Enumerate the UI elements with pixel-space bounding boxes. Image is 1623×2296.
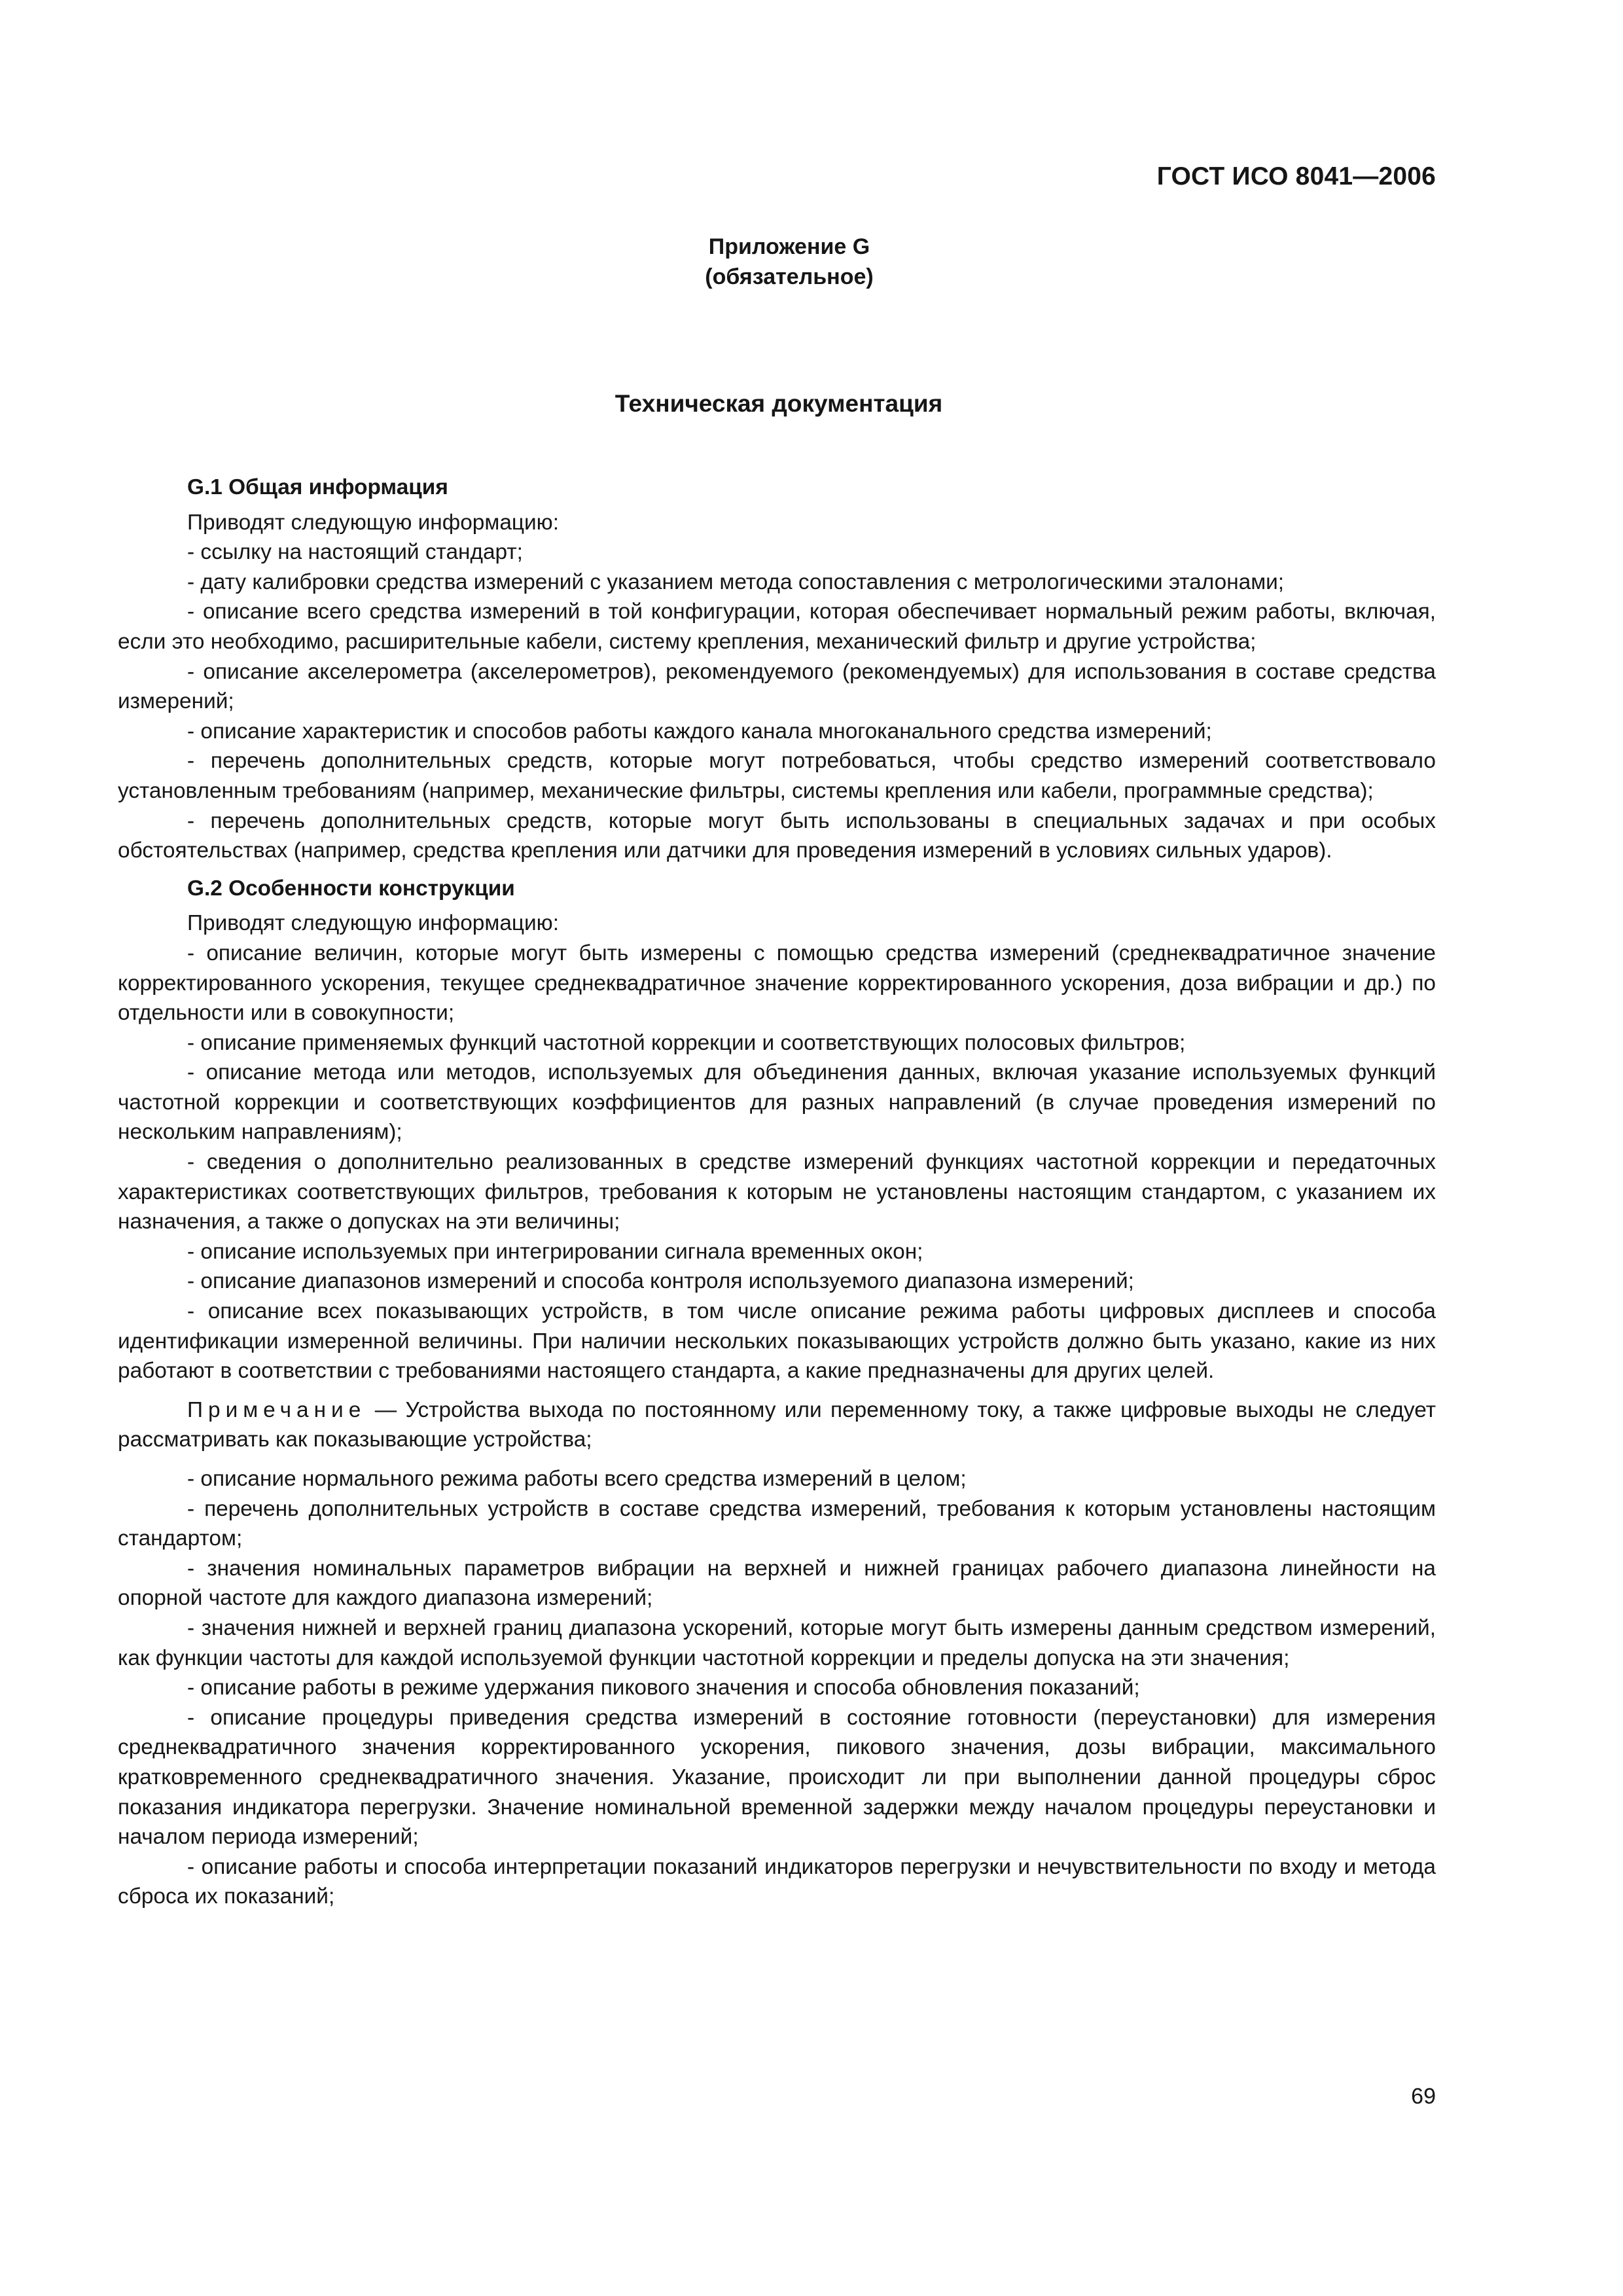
paragraph: - дату калибровки средства измерений с указанием метода сопоставления с метрологическими эталонами; xyxy=(187,569,1285,594)
paragraph: - описание работы и способа интерпретации показаний индикаторов перегрузки и нечувствительности по входу и метода сброса их показаний; xyxy=(118,1854,1436,1909)
note-text: — Устройства выхода по постоянному или переменному току, а также цифровые выходы не следует рассматривать как показывающие устройства; xyxy=(118,1397,1436,1452)
note xyxy=(118,1395,1436,1455)
paragraph: Приводят следующую информацию: xyxy=(187,911,559,936)
paragraph: - описание используемых при интегрировании сигнала временных окон; xyxy=(187,1239,923,1264)
annex-title: Приложение G xyxy=(708,234,870,259)
section-heading-g1: G.1 Общая информация xyxy=(187,475,448,499)
section-g2-paragraphs xyxy=(118,908,1436,1386)
paragraph: - описание величин, которые могут быть измерены с помощью средства измерений (среднеквадратичное значение корректированного ускорения, текущее среднеквадратичное значение корректированного ускорения, доза вибрации и др.) по отдельности или в совокупности; xyxy=(118,941,1436,1026)
paragraph: - описание акселерометра (акселерометров), рекомендуемого (рекомендуемых) для использования в составе средства измерений; xyxy=(118,659,1436,714)
section-heading-g2: G.2 Особенности конструкции xyxy=(187,876,515,901)
paragraph: - перечень дополнительных средств, которые могут потребоваться, чтобы средство измерений соответствовало установленным требованиям (например, механические фильтры, системы крепления или кабели, программные средства); xyxy=(118,749,1436,803)
paragraph: - описание метода или методов, используемых для объединения данных, включая указание используемых функций частотной коррекции и соответствующих коэффициентов для разных направлений (в случае проведения измерений по нескольким направлениям); xyxy=(118,1060,1436,1145)
paragraph: - ссылку на настоящий стандарт; xyxy=(187,540,523,565)
paragraph: - перечень дополнительных средств, которые могут быть использованы в специальных задачах и при особых обстоятельствах (например, средства крепления или датчики для проведения измерений в условиях сильных ударов). xyxy=(118,808,1436,863)
paragraph: - описание характеристик и способов работы каждого канала многоканального средства измерений; xyxy=(187,719,1212,744)
annex-status: (обязательное) xyxy=(705,264,874,289)
paragraph: Приводят следующую информацию: xyxy=(187,510,559,535)
paragraph: - перечень дополнительных устройств в составе средства измерений, требования к которым установлены настоящим стандартом; xyxy=(118,1496,1436,1551)
paragraph: - значения номинальных параметров вибрации на верхней и нижней границах рабочего диапазона линейности на опорной частоте для каждого диапазона измерений; xyxy=(118,1556,1436,1611)
section-g1-paragraphs xyxy=(118,508,1436,866)
paragraph: - описание нормального режима работы всего средства измерений в целом; xyxy=(187,1467,967,1491)
section-g2-paragraphs-continued xyxy=(118,1464,1436,1912)
paragraph: - описание работы в режиме удержания пикового значения и способа обновления показаний; xyxy=(187,1676,1140,1700)
document-code: ГОСТ ИСО 8041—2006 xyxy=(1156,162,1436,190)
paragraph: - описание всех показывающих устройств, в том числе описание режима работы цифровых дисплеев и способа идентификации измеренной величины. При наличии нескольких показывающих устройств должно быть указано, какие из них работают в соответствии с требованиями настоящего стандарта, а какие предназначены для других целей. xyxy=(118,1299,1436,1384)
document-body xyxy=(118,465,1436,1912)
paragraph: - значения нижней и верхней границ диапазона ускорений, которые могут быть измерены данным средством измерений, как функции частоты для каждой используемой функции частотной коррекции и пределы допуска на эти значения; xyxy=(118,1615,1436,1670)
annex-heading xyxy=(0,232,1578,292)
paragraph: - описание всего средства измерений в той конфигурации, которая обеспечивает нормальный режим работы, включая, если это необходимо, расширительные кабели, систему крепления, механический фильтр и другие устройства; xyxy=(118,600,1436,654)
page-title: Техническая документация xyxy=(615,390,943,417)
paragraph: - описание процедуры приведения средства измерений в состояние готовности (переустановки) для измерения среднеквадратичного значения корректированного ускорения, пикового значения, дозы вибрации, максимального кратковременного среднеквадратичного значения. Указание, происходит ли при выполнении данной процедуры сброс показания индикатора перегрузки. Значение номинальной временной задержки между началом процедуры переустановки и началом периода измерений; xyxy=(118,1705,1436,1850)
page-number: 69 xyxy=(1411,2084,1436,2109)
paragraph: - сведения о дополнительно реализованных в средстве измерений функциях частотной коррекции и передаточных характеристиках соответствующих фильтров, требования к которым не установлены настоящим стандартом, с указанием их назначения, а также о допусках на эти величины; xyxy=(118,1150,1436,1234)
paragraph: - описание применяемых функций частотной коррекции и соответствующих полосовых фильтров; xyxy=(187,1030,1186,1055)
paragraph: - описание диапазонов измерений и способа контроля используемого диапазона измерений; xyxy=(187,1269,1134,1294)
note-label: Примечание xyxy=(187,1397,366,1422)
